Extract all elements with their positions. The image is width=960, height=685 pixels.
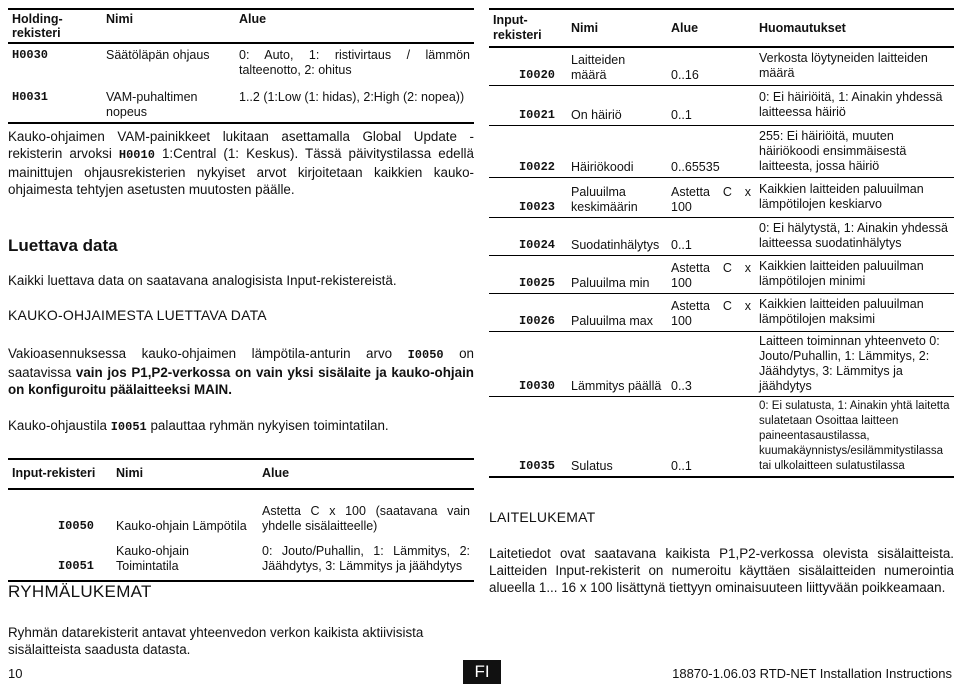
register-range: Astetta C x 100 (saatavana vain yhdelle sisälaitteelle) [262,504,470,533]
readable-data-heading: Luettava data [8,236,118,255]
device-readings-text: Laitetiedot ovat saatavana kaikista P1,P2-verkossa olevista sisälaitteista. Laitteiden Input-rekisterit on numeroitu käyttäen sisälaitteiden numerointia alueella 1... 16 x 100 lisättynä tiettyyn ominaisuuteen liittyvään poikkeamaan. [489,546,954,595]
register-range: 0: Auto, 1: ristivirtaus / lämmön talteenotto, 2: ohitus [239,48,470,77]
header-notes: Huomautukset [759,20,846,35]
register-code-inline: I0050 [407,348,444,362]
register-code: I0025 [518,275,555,290]
register-code: I0050 [57,519,94,533]
global-update-register-code: H0010 [118,148,155,162]
register-name: Lämmitys päällä [571,378,662,393]
group-readings-heading: RYHMÄLUKEMAT [8,582,152,601]
register-range: 0..1 [671,237,692,252]
register-name: Paluuilma max [571,313,653,328]
register-name: Laitteiden määrä [571,52,626,82]
table-row [489,217,954,255]
table-row [8,43,474,88]
register-code: I0030 [518,378,555,393]
register-range: 0..65535 [671,159,720,174]
header-name: Nimi [102,9,235,43]
remote-mode-paragraph [8,417,474,436]
register-name: Suodatinhälytys [571,237,660,252]
header-name: Nimi [116,466,144,480]
remote-text-bold: vain jos P1,P2-verkossa on vain yksi sisälaite ja kauko-ohjain on konfiguroitu päälaitteeksi MAIN. [8,365,474,397]
table-row [8,540,474,581]
table-row [489,85,954,125]
remote-mode-text-1: Kauko-ohjaustila [8,418,111,433]
register-note: 0: Ei häiriöitä, 1: Ainakin yhdessä laitteessa häiriö [759,90,943,119]
table-row [8,489,474,540]
register-code: H0031 [12,90,49,104]
register-code: I0024 [518,237,555,252]
register-code: I0022 [518,159,555,174]
intro-paragraph [8,128,474,198]
table-row [489,293,954,331]
holding-register-table [8,8,474,124]
register-note: Kaikkien laitteiden paluuilman lämpötilojen minimi [759,259,924,288]
intro-text-2: 1:Central (1: Keskus). Tässä päivitystilassa edellä mainittujen ohjausrekisterien nykyiset arvot kirjoitetaan kaikkien kauko-ohjaimesta tehtyjen asetusten muutosten päälle. [8,146,474,197]
register-name: Kauko-ohjain Toimintatila [116,544,189,573]
table-row [489,125,954,177]
table-row [489,396,954,477]
register-range: 0..3 [671,378,692,393]
register-range: 1..2 (1:Low (1: hidas), 2:High (2: nopea)) [239,90,465,104]
register-name: Häiriökoodi [571,159,634,174]
register-name: Paluuilma min [571,275,650,290]
page-number: 10 [8,666,23,681]
register-code: I0023 [518,199,555,214]
header-input-register: Input-rekisteri [493,13,542,42]
register-code: I0020 [518,67,555,82]
document-reference: 18870-1.06.03 RTD-NET Installation Instructions [672,666,952,681]
table-header-row [8,9,474,43]
register-range: Astetta C x 100 [671,260,751,290]
register-range: Astetta C x 100 [671,184,751,214]
register-range: 0..1 [671,107,692,122]
register-code: I0051 [57,559,94,573]
register-name: Sulatus [571,458,613,473]
header-holding-register: Holding-rekisteri [8,9,102,43]
device-readings-heading: LAITELUKEMAT [489,509,596,525]
register-code-inline: I0051 [110,420,147,434]
table-row [489,177,954,217]
table-header-row [8,459,474,489]
group-readings-text: Ryhmän datarekisterit antavat yhteenvedon verkon kaikista aktiivisista sisälaitteista saadusta datasta. [8,625,424,657]
register-name: On häiriö [571,107,622,122]
register-code: I0026 [518,313,555,328]
register-note: Laitteen toiminnan yhteenveto 0: Jouto/Puhallin, 1: Lämmitys, 2: Jäähdytys, 3: Lämmitys ja jäähdytys [759,333,940,393]
table-row [489,255,954,293]
register-note: 0: Ei hälytystä, 1: Ainakin yhdessä laitteessa suodatinhälytys [759,221,948,250]
register-code: I0021 [518,107,555,122]
input-register-table [489,8,954,478]
register-code: I0035 [518,458,555,473]
header-input-register: Input-rekisteri [12,466,96,480]
register-code: H0030 [12,48,49,62]
register-name: Paluuilma keskimäärin [571,184,638,214]
remote-mode-text-2: palauttaa ryhmän nykyisen toimintatilan. [146,418,389,433]
table-row [489,331,954,396]
register-note: Verkosta löytyneiden laitteiden määrä [759,51,928,81]
table-row [489,47,954,85]
register-name: Kauko-ohjain Lämpötila [116,519,247,533]
register-range: 0..1 [671,458,692,473]
register-note: Kaikkien laitteiden paluuilman lämpötilojen keskiarvo [759,182,924,211]
register-name: Säätöläpän ohjaus [106,48,210,62]
remote-data-paragraph [8,345,474,398]
register-range: 0: Jouto/Puhallin, 1: Lämmitys, 2: Jäähdytys, 3: Lämmitys ja jäähdytys [262,544,470,573]
header-range: Alue [235,9,474,43]
register-name: VAM-puhaltimen nopeus [106,90,198,119]
table-header-row [489,9,954,47]
remote-controller-table [8,458,474,582]
register-note: 255: Ei häiriöitä, muuten häiriökoodi ensimmäisestä laitteesta, jossa häiriö [759,128,907,173]
language-badge: FI [463,660,501,684]
register-note: 0: Ei sulatusta, 1: Ainakin yhtä laitetta sulatetaan Osoittaa laitteen paineentasaustilassa, kuumakäynnistys/esilämmitystilassa tai ulkolaitteen sulatustilassa [759,399,950,472]
readable-data-text: Kaikki luettava data on saatavana analogisista Input-rekistereistä. [8,273,397,288]
remote-data-heading: KAUKO-OHJAIMESTA LUETTAVA DATA [8,307,267,323]
register-range: Astetta C x 100 [671,298,751,328]
register-range: 0..16 [671,67,699,82]
header-range: Alue [671,20,699,35]
intro-text-1: Kauko-ohjaimen VAM-painikkeet lukitaan asettamalla Global Update -rekisterin arvoksi [8,129,474,161]
header-range: Alue [262,466,290,480]
remote-text-1: Vakioasennuksessa kauko-ohjaimen lämpötila-anturin arvo [8,346,408,361]
header-name: Nimi [571,20,599,35]
remote-text-2: on saatavissa [8,346,474,380]
table-row [8,88,474,123]
register-note: Kaikkien laitteiden paluuilman lämpötilojen maksimi [759,297,924,326]
